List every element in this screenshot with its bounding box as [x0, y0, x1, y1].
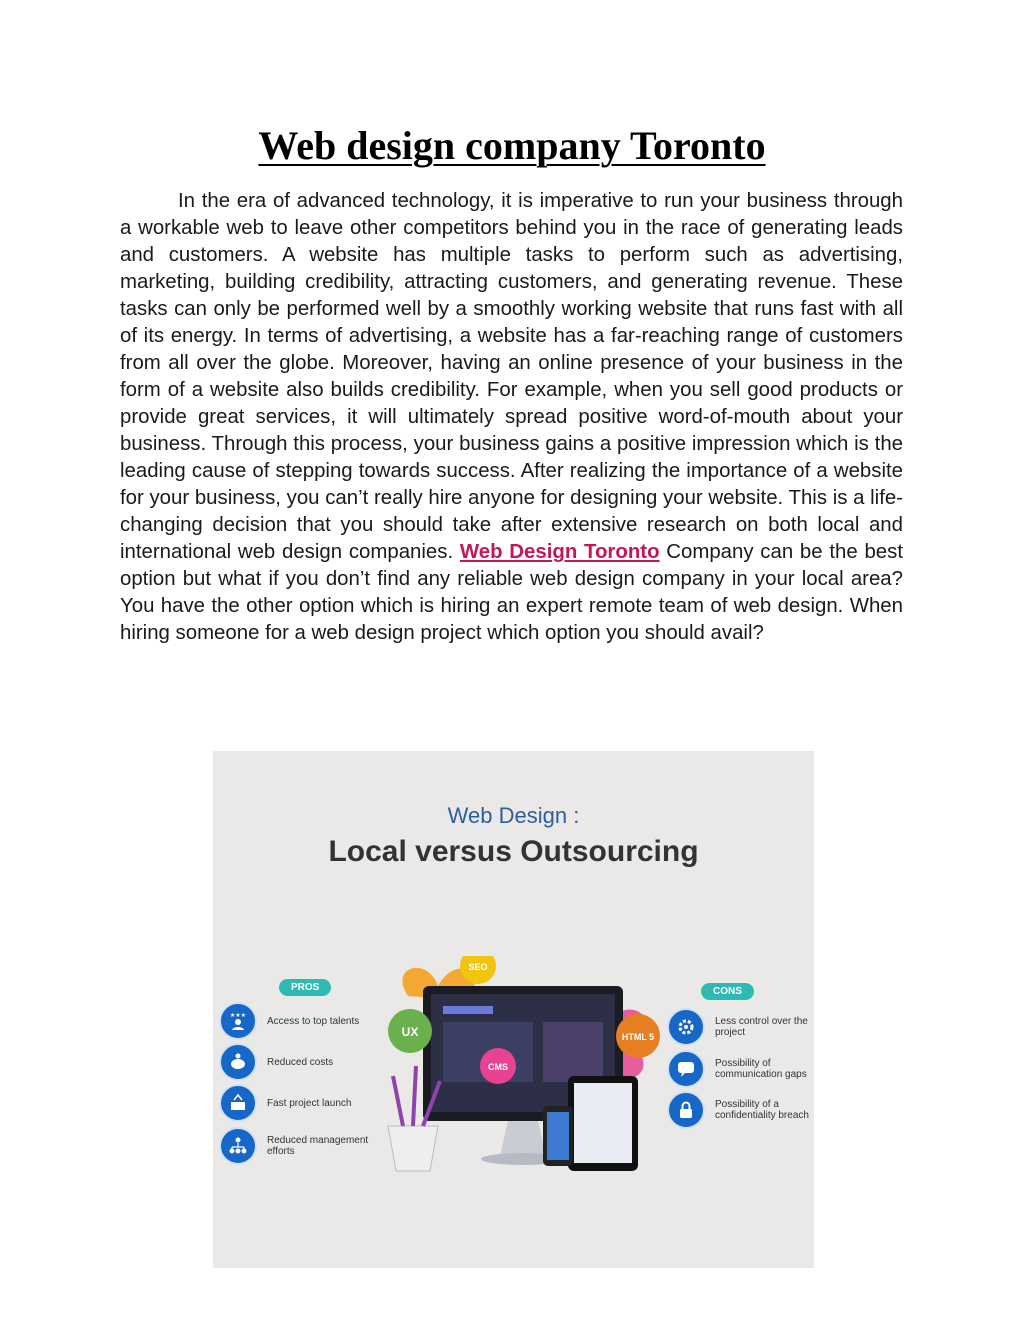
stars-people-icon [219, 1002, 257, 1040]
body-paragraph [120, 188, 903, 647]
gear-control-icon [667, 1008, 705, 1046]
screen-block [443, 1006, 493, 1014]
brush-cup [388, 1126, 438, 1171]
cons-item [667, 1050, 814, 1088]
infographic-title: Local versus Outsourcing [328, 835, 699, 868]
web-design-toronto-link[interactable]: Web Design Toronto [459, 541, 660, 563]
html5-label: HTML 5 [621, 1032, 655, 1042]
cons-item [667, 1008, 814, 1046]
infographic-subtitle: Web Design : [447, 803, 580, 828]
pros-item [219, 1127, 377, 1165]
piggy-bank-icon [219, 1043, 257, 1081]
cons-item-label: Possibility of communication gaps [715, 1058, 807, 1080]
cms-label: CMS [488, 1062, 508, 1072]
pros-item [219, 1043, 377, 1081]
pros-item [219, 1002, 377, 1040]
infographic-image [213, 751, 814, 1268]
lock-icon [667, 1091, 705, 1129]
pros-item-label: Fast project launch [267, 1097, 352, 1109]
box-launch-icon [219, 1084, 257, 1122]
web-design-illustration [368, 956, 668, 1216]
paragraph-text-part-2: Company can be the best option but what if you don’t find any reliable web design company in your local area? You have the other option which is hiring an expert remote team of web design. When hiring someone for a web design project which option you should avail? [120, 541, 903, 644]
pros-item-label: Reduced management efforts [267, 1135, 369, 1157]
cons-item-label: Less control over the project [715, 1016, 808, 1038]
seo-label: SEO [468, 962, 488, 972]
cons-item-label: Possibility of a confidentiality breach [715, 1099, 809, 1121]
svg-text:★★★: ★★★ [229, 1013, 247, 1019]
monitor-stand [500, 1121, 546, 1156]
pros-item-label: Access to top talents [267, 1015, 360, 1027]
pros-item-label: Reduced costs [267, 1056, 334, 1068]
org-chart-icon [219, 1127, 257, 1165]
ux-label: UX [401, 1025, 419, 1039]
cons-item [667, 1091, 814, 1129]
chat-bubble-icon [667, 1050, 705, 1088]
page-title: Web design company Toronto [258, 123, 766, 168]
cons-badge: CONS [701, 983, 754, 1000]
pros-badge: PROS [279, 979, 331, 996]
pros-item [219, 1084, 377, 1122]
screen-block [543, 1022, 603, 1082]
phone-screen [547, 1112, 569, 1160]
paragraph-text-part-1: In the era of advanced technology, it is imperative to run your business through a workable web to leave other competitors behind you in the race of generating leads and customers. A website has multiple tasks to perform such as advertising, marketing, building credibility, attracting customers, and generating revenue. These tasks can only be performed well by a smoothly working website that runs fast with all of its energy. In terms of advertising, a website has a far-reaching range of customers from all over the globe. Moreover, having an online presence of your business in the form of a website also builds credibility. For example, when you sell good products or provide great services, it will ultimately spread positive word-of-mouth about your business. Through this process, your business gains a positive impression which is the leading cause of stepping towards success. After realizing the importance of a website for your business, you can’t really hire anyone for designing your website. This is a life-changing decision that you should take after extensive research on both local and international web design companies. [120, 190, 903, 563]
tablet-screen [574, 1083, 632, 1163]
